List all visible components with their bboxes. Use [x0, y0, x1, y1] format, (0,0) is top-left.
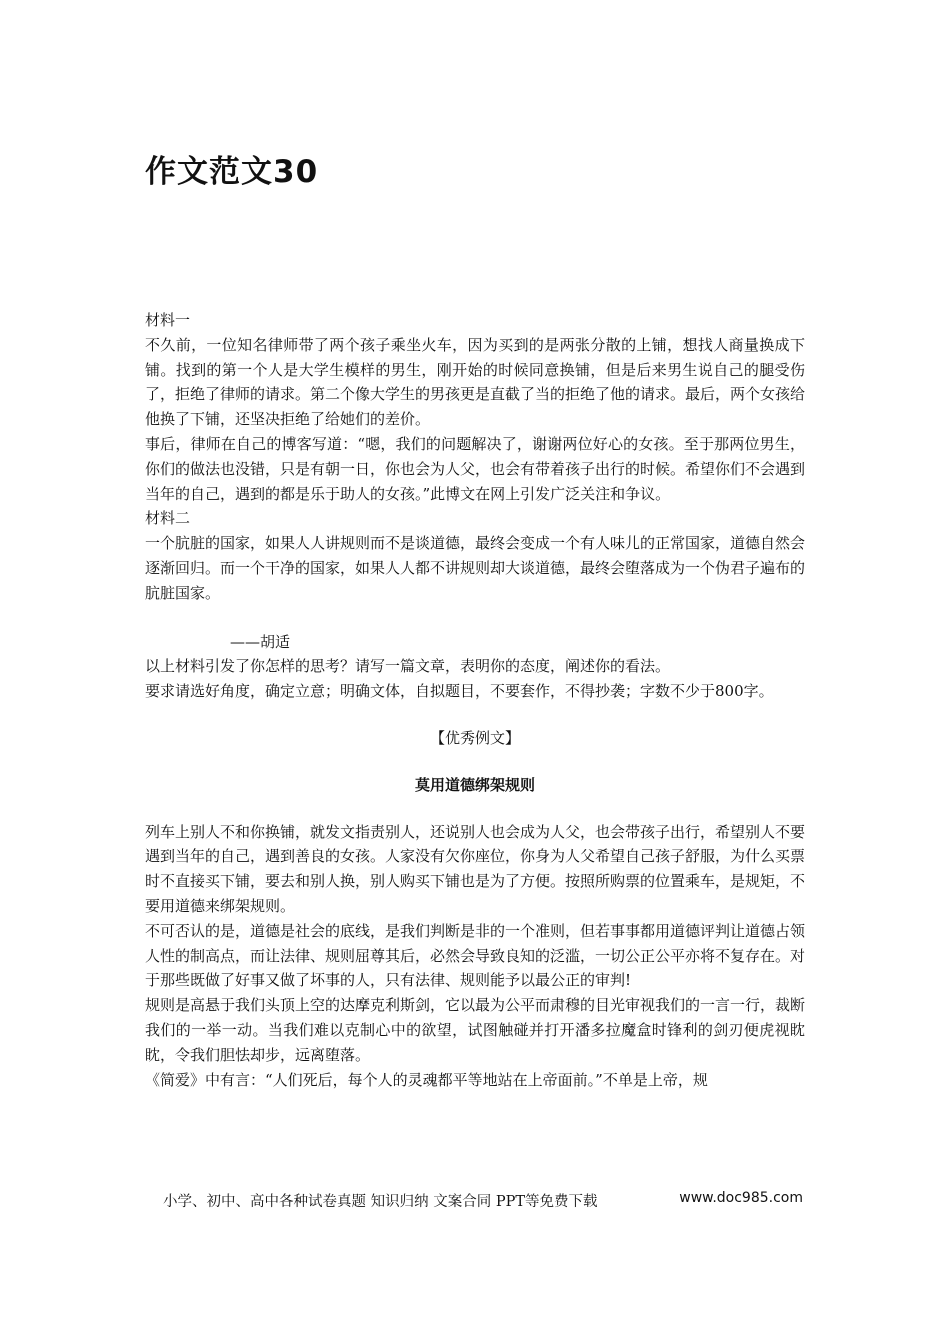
- prompt-paragraph-1: 以上材料引发了你怎样的思考？请写一篇文章，表明你的态度，阐述你的看法。: [145, 657, 671, 676]
- material2-paragraph-1: 一个肮脏的国家，如果人人讲规则而不是谈道德，最终会变成一个有人味儿的正常国家，道德自然会逐渐回归。而一个干净的国家，如果人人都不讲规则却大谈道德，最终会堕落成为一个伪君子遍布的肮脏国家。: [145, 534, 806, 602]
- essay-paragraph-1: 列车上别人不和你换铺，就发文指责别人，还说别人也会成为人父，也会带孩子出行，希望别人不要遇到当年的自己，遇到善良的女孩。人家没有欠你座位，你身为人父希望自己孩子舒服，为什么买票时不直接买下铺，要去和别人换，别人购买下铺也是为了方便。按照所购票的位置乘车，是规矩，不要用道德来绑架规则。: [145, 822, 806, 915]
- page-title: 作文范文30: [145, 154, 319, 190]
- essay-paragraph-3: 规则是高悬于我们头顶上空的达摩克利斯剑，它以最为公平而肃穆的目光审视我们的一言一行，裁断我们的一举一动。当我们难以克制心中的欲望，试图触碰并打开潘多拉魔盒时锋利的剑刃便虎视眈眈，令我们胆怯却步，远离堕落。: [145, 996, 806, 1064]
- material2-signature: ——胡适: [230, 632, 291, 651]
- essay-paragraph-4: 《简爱》中有言：“人们死后，每个人的灵魂都平等地站在上帝面前。”不单是上帝，规: [145, 1070, 708, 1089]
- material1-paragraph-1: 不久前，一位知名律师带了两个孩子乘坐火车，因为买到的是两张分散的上铺，想找人商量换成下铺。找到的第一个人是大学生模样的男生，刚开始的时候同意换铺，但是后来男生说自己的腿受伤了，拒绝了律师的请求。第二个像大学生的男孩更是直截了当的拒绝了他的请求。最后，两个女孩给他换了下铺，还坚决拒绝了给她们的差价。: [145, 335, 806, 429]
- material1-label: 材料一: [145, 311, 191, 329]
- spacer: [145, 798, 805, 820]
- essay-paragraph-2: 不可否认的是，道德是社会的底线，是我们判断是非的一个准则，但若事事都用道德评判让道德占领人性的制高点，而让法律、规则屈尊其后，必然会导致良知的泛滥，一切公正公平亦将不复存在。对于那些既做了好事又做了坏事的人，只有法律、规则能予以最公正的审判!: [145, 921, 806, 990]
- footer-text: 小学、初中、高中各种试卷真题 知识归纳 文案合同 PPT等免费下载: [163, 1194, 598, 1210]
- document-body: [145, 308, 805, 1092]
- spacer: [145, 606, 805, 630]
- essay-title: 莫用道德绑架规则: [414, 775, 535, 794]
- footer-site-link[interactable]: www.doc985.com: [679, 1190, 803, 1206]
- material2-label: 材料二: [145, 509, 191, 528]
- page-footer: [163, 1190, 803, 1211]
- spacer: [145, 704, 805, 726]
- prompt-paragraph-2: 要求请选好角度，确定立意；明确文体，自拟题目，不要套作，不得抄袭；字数不少于800字。: [145, 682, 774, 701]
- spacer: [145, 751, 805, 773]
- material1-paragraph-2: 事后，律师在自己的博客写道：“嗯，我们的问题解决了，谢谢两位好心的女孩。至于那两位男生，你们的做法也没错，只是有朝一日，你也会为人父，也会有带着孩子出行的时候。希望你们不会遇到当年的自己，遇到的都是乐于助人的女孩。”此博文在网上引发广泛关注和争议。: [145, 434, 806, 503]
- section-label: 【优秀例文】: [429, 728, 520, 747]
